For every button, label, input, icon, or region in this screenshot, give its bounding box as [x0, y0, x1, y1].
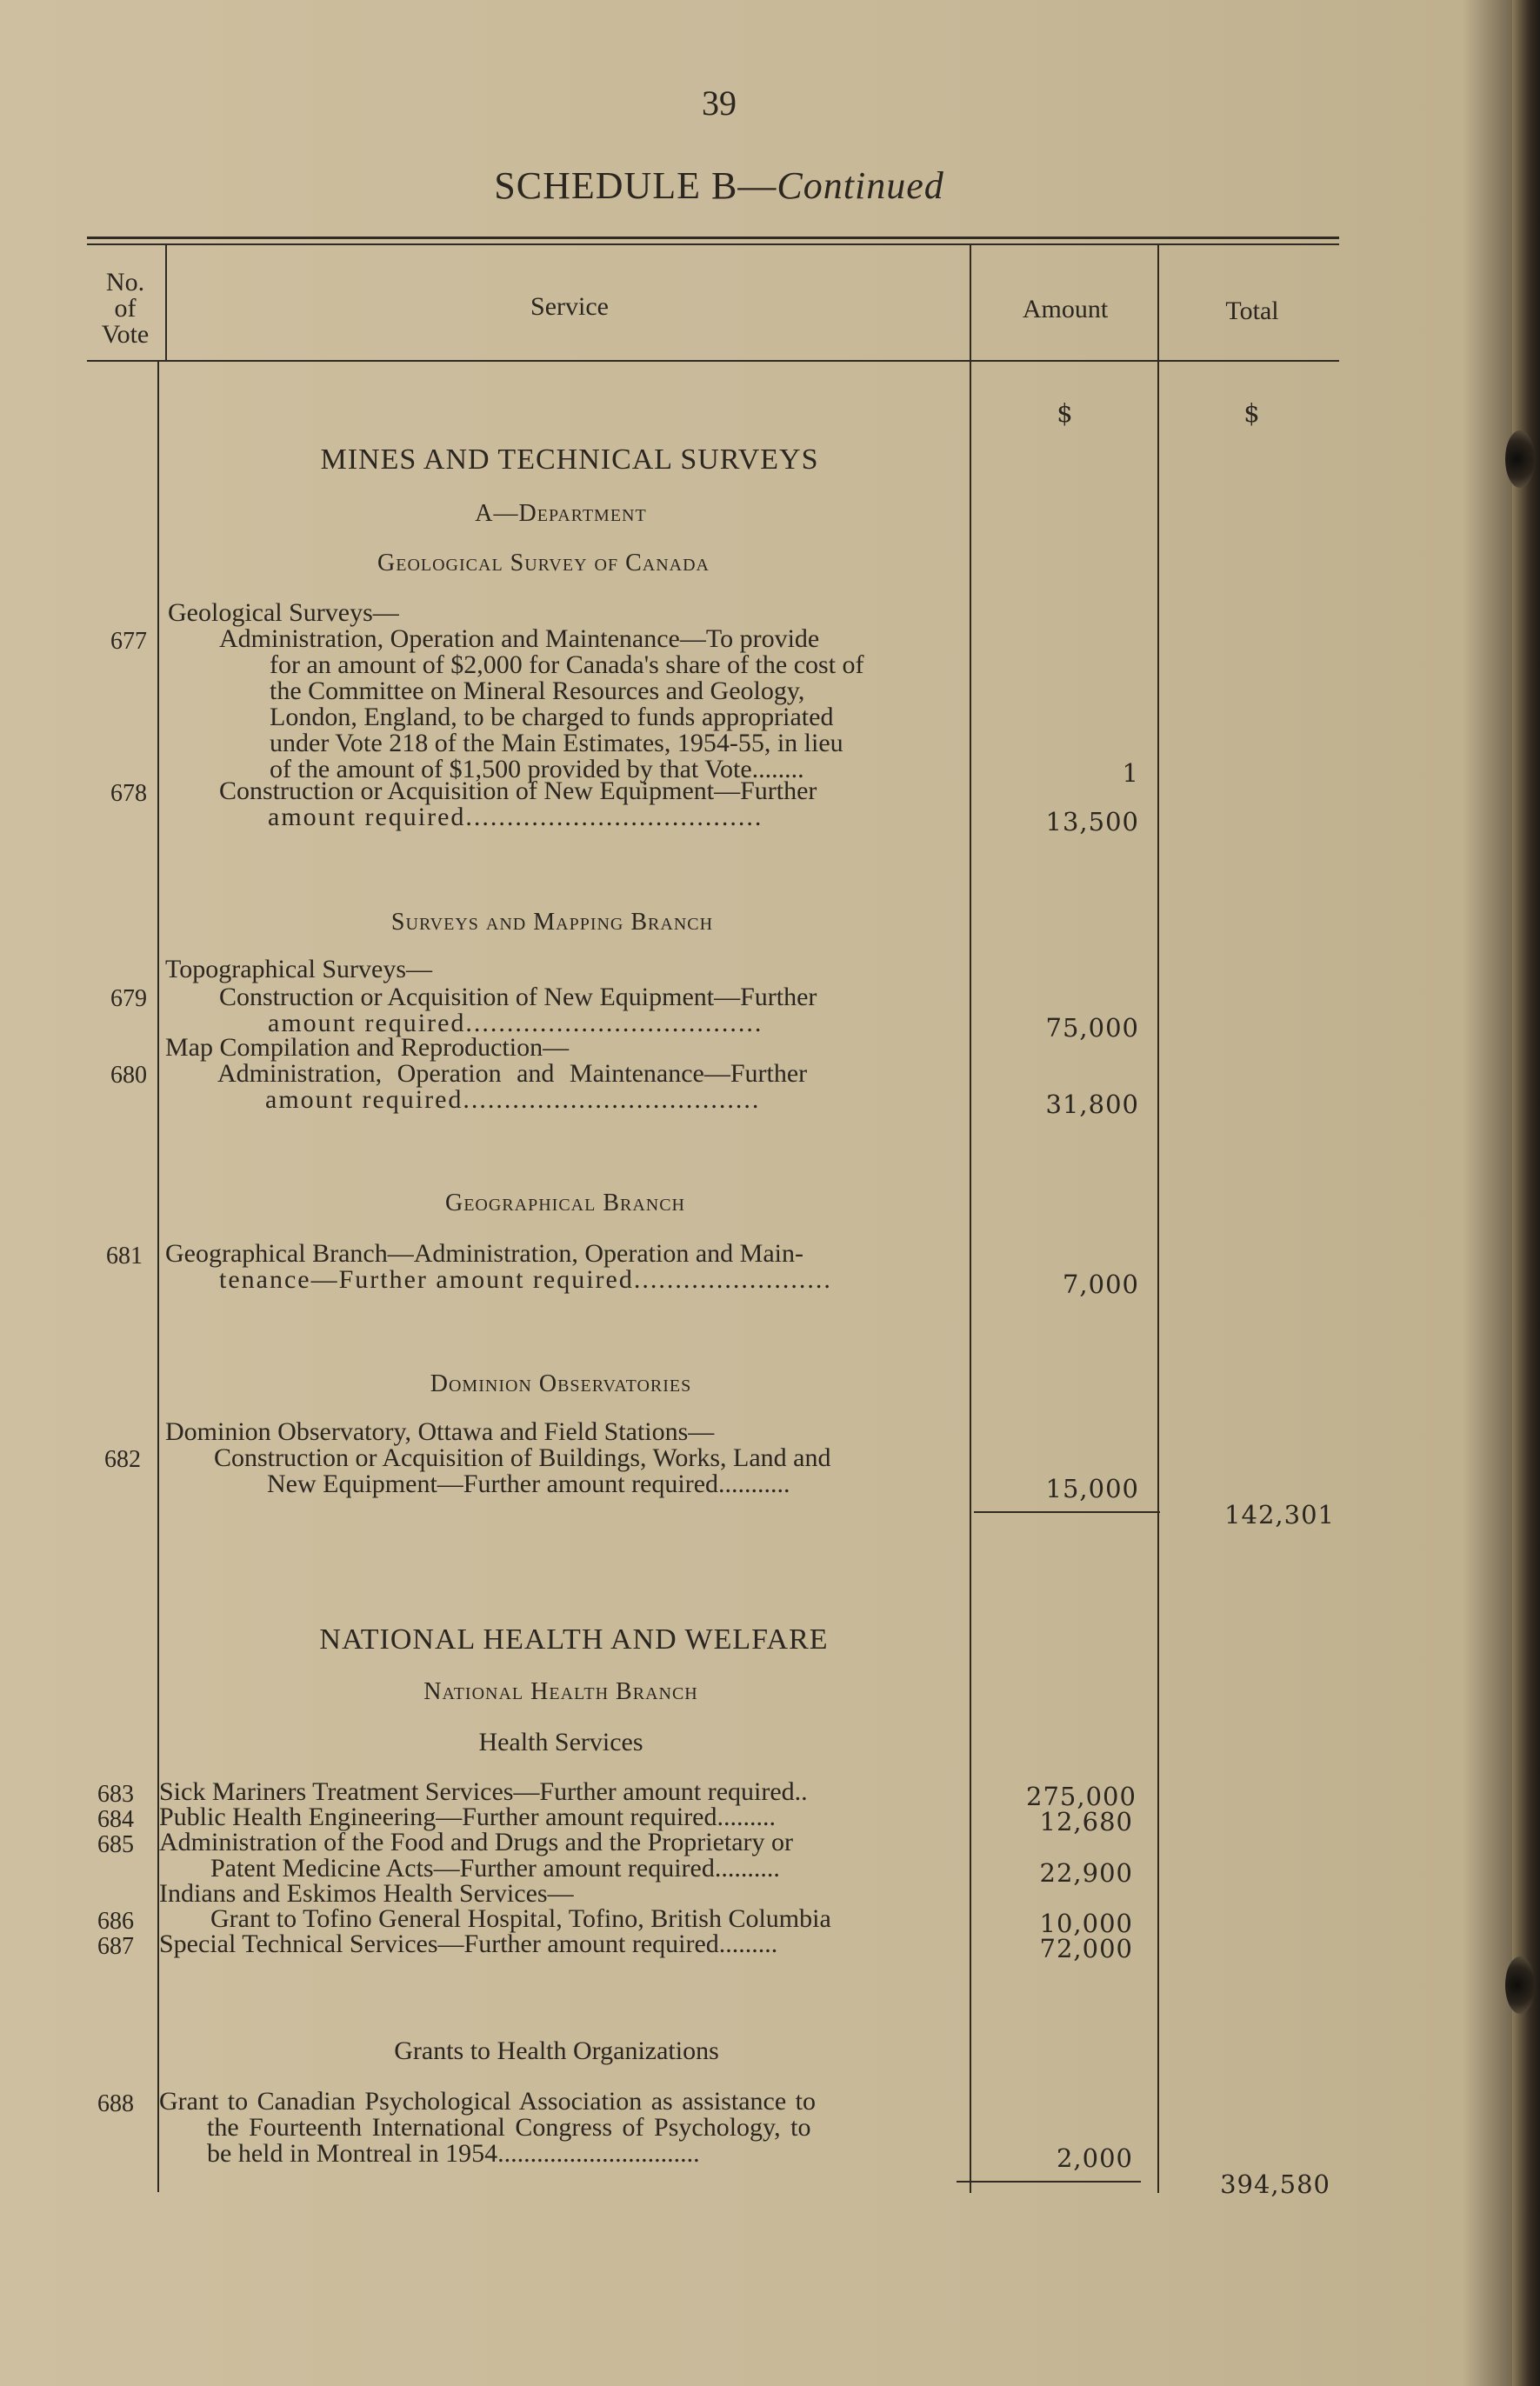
vote-679-line1: Construction or Acquisition of New Equipment—Further	[219, 983, 817, 1011]
amount-678: 13,500	[1045, 807, 1139, 836]
vote-685-line2: Patent Medicine Acts—Further amount required..........	[210, 1854, 780, 1883]
schedule-title-main: SCHEDULE B—	[494, 164, 777, 207]
topographical-surveys-label: Topographical Surveys—	[165, 955, 433, 983]
section-department-heading: A—Department	[475, 500, 647, 527]
amount-680: 31,800	[1045, 1090, 1139, 1119]
page-edge-shadow	[1512, 0, 1540, 2386]
vote-685-line1: Administration of the Food and Drugs and the Proprietary or	[159, 1828, 794, 1856]
vote-677-line6: of the amount of $1,500 provided by that Vote........	[270, 755, 804, 783]
section-surveys-heading: Surveys and Mapping Branch	[390, 909, 714, 936]
schedule-title-continued: Continued	[777, 164, 944, 207]
total-mines: 142,301	[1224, 1500, 1335, 1530]
dominion-observatory-label: Dominion Observatory, Ottawa and Field Stations—	[165, 1417, 715, 1446]
col-amount-header: Amount	[1022, 295, 1109, 323]
subtotal-rule-mines	[974, 1511, 1160, 1513]
vote-680: 680	[110, 1062, 147, 1089]
amount-683: 275,000	[1026, 1782, 1137, 1811]
vote-683-line: Sick Mariners Treatment Services—Further amount required..	[159, 1777, 808, 1806]
total-health: 394,580	[1220, 2169, 1330, 2199]
vote-677-line4: London, England, to be charged to funds appropriated	[270, 703, 834, 731]
vote-680-line2: amount required....................................	[265, 1085, 761, 1114]
amount-685: 22,900	[1039, 1858, 1133, 1888]
section-mines-heading: MINES AND TECHNICAL SURVEYS	[320, 443, 819, 476]
section-grants-heading: Grants to Health Organizations	[394, 2036, 719, 2065]
vote-686: 686	[97, 1908, 134, 1935]
vote-684: 684	[97, 1806, 134, 1833]
col-rule-vote-head	[165, 245, 167, 362]
top-rule	[87, 237, 1339, 239]
col-service-header: Service	[530, 292, 609, 321]
vote-677: 677	[110, 628, 147, 655]
amount-677: 1	[1122, 758, 1139, 788]
vote-677-line3: the Committee on Mineral Resources and Geology,	[270, 676, 805, 705]
vote-677-line2: for an amount of $2,000 for Canada's share of the cost of	[270, 650, 864, 679]
amount-681: 7,000	[1062, 1270, 1139, 1299]
vote-688-line2: the Fourteenth International Congress of Psychology, to	[207, 2113, 811, 2142]
vote-688-line1: Grant to Canadian Psychological Association as assistance to	[159, 2087, 817, 2116]
amount-688: 2,000	[1056, 2143, 1133, 2173]
col-total-header: Total	[1225, 297, 1279, 325]
section-geographical-heading: Geographical Branch	[444, 1190, 686, 1216]
vote-687-line: Special Technical Services—Further amount required.........	[159, 1929, 778, 1958]
vote-686-line: Grant to Tofino General Hospital, Tofino, British Columbia	[210, 1904, 831, 1933]
amount-686: 10,000	[1039, 1909, 1133, 1938]
col-rule-service	[970, 245, 971, 2193]
vote-679: 679	[110, 985, 147, 1012]
col-vote-line2: of	[114, 294, 137, 323]
vote-682: 682	[104, 1446, 141, 1473]
vote-687: 687	[97, 1933, 134, 1960]
vote-683: 683	[97, 1781, 134, 1808]
vote-685: 685	[97, 1831, 134, 1858]
page-number: 39	[702, 83, 737, 123]
total-currency: $	[1243, 398, 1261, 428]
vote-679-line2: amount required....................................	[268, 1009, 763, 1037]
map-compilation-label: Map Compilation and Reproduction—	[165, 1033, 570, 1062]
section-geological-heading: Geological Survey of Canada	[377, 550, 710, 577]
vote-682-line1: Construction or Acquisition of Buildings, Works, Land and	[214, 1443, 831, 1472]
vote-678: 678	[110, 780, 147, 807]
amount-679: 75,000	[1045, 1013, 1139, 1043]
vote-678-line2: amount required....................................	[268, 803, 763, 831]
col-vote-line1: No.	[105, 268, 145, 297]
vote-678-line1: Construction or Acquisition of New Equipment—Further	[219, 776, 817, 805]
binder-clip-bottom	[1505, 1956, 1535, 2014]
geological-surveys-label: Geological Surveys—	[168, 598, 399, 627]
vote-688-line3: be held in Montreal in 1954...............................	[207, 2139, 700, 2168]
vote-677-line5: under Vote 218 of the Main Estimates, 1954-55, in lieu	[270, 729, 843, 757]
vote-681-line2: tenance—Further amount required........................	[219, 1265, 832, 1294]
col-vote-header	[87, 270, 163, 348]
section-health-branch-heading: National Health Branch	[423, 1678, 698, 1705]
vote-688: 688	[97, 2090, 134, 2117]
binder-clip-top	[1505, 430, 1535, 488]
schedule-title	[494, 163, 943, 208]
vote-681-line1: Geographical Branch—Administration, Operation and Main-	[165, 1239, 803, 1268]
col-vote-line3: Vote	[101, 320, 150, 349]
subtotal-rule-health	[957, 2181, 1141, 2183]
section-observatories-heading: Dominion Observatories	[430, 1370, 692, 1397]
col-rule-vote	[157, 362, 159, 2192]
indians-eskimos-label: Indians and Eskimos Health Services—	[159, 1879, 574, 1908]
vote-684-line: Public Health Engineering—Further amount required.........	[159, 1803, 776, 1831]
top-rule-2	[87, 243, 1339, 245]
col-rule-amount	[1157, 245, 1159, 2193]
vote-682-line2: New Equipment—Further amount required...........	[267, 1470, 790, 1498]
amount-684: 12,680	[1039, 1807, 1133, 1836]
section-health-services-heading: Health Services	[478, 1728, 643, 1756]
amount-687: 72,000	[1039, 1934, 1133, 1963]
vote-677-line1: Administration, Operation and Maintenance—To provide	[219, 624, 820, 653]
vote-680-line1: Administration, Operation and Maintenance—Further	[217, 1059, 808, 1088]
section-health-heading: NATIONAL HEALTH AND WELFARE	[319, 1623, 829, 1656]
vote-681: 681	[106, 1243, 143, 1270]
amount-currency: $	[1057, 398, 1074, 428]
amount-682: 15,000	[1045, 1474, 1139, 1503]
header-rule	[87, 360, 1339, 362]
